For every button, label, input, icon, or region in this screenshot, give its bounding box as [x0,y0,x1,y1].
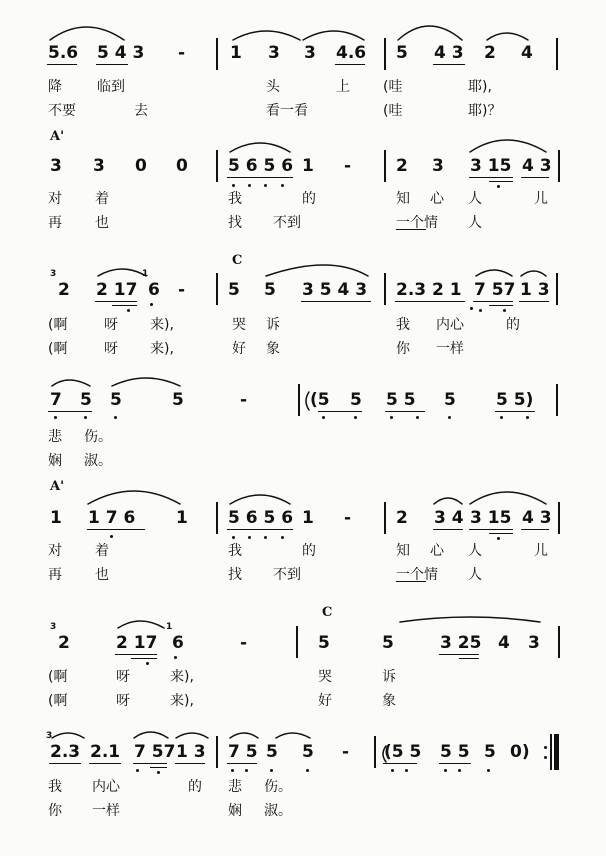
lyric: 心 [430,543,444,559]
lyric: 不到 [273,567,301,583]
dot [114,416,117,419]
dot [503,309,506,312]
note: 2 [484,43,496,63]
note: 1 [302,508,314,528]
underline [227,763,257,764]
note: 3 25 [440,633,482,653]
dot [306,769,309,772]
note: 2.1 [90,742,121,762]
slur [476,270,512,276]
note: 5 [266,742,278,762]
lyric: 看一看 [266,103,308,119]
slur [176,733,208,738]
note: 5 5 [440,742,470,762]
note: 3 15 [470,156,512,176]
note: 2 [58,280,70,300]
note: 1 7 6 [88,508,136,528]
note: 5 [318,633,330,653]
note: 5 [350,390,362,410]
underline [49,763,81,764]
underline [459,658,479,659]
underline [89,763,121,764]
barline [550,734,552,770]
lyric: (哇 [383,79,403,95]
slur [230,495,290,504]
barline [558,626,560,658]
underline [396,229,426,230]
lyric: (啊 [48,341,68,357]
dash: - [178,280,186,300]
lyric: 象 [266,341,280,357]
underline [396,581,426,582]
lyric: 再 [48,567,62,583]
slur [52,733,84,738]
note: 2 [396,508,408,528]
lyric: 儿 [534,543,548,559]
dash: - [240,390,248,410]
note: 0 [176,156,188,176]
lyric: 内心 [92,779,120,795]
lyric: 我 [228,191,242,207]
lyric: 我 [228,543,242,559]
dot [146,662,149,665]
dot [84,416,87,419]
note: 5 4 3 [97,43,145,63]
underline [112,305,137,306]
note: 2.3 2 1 [396,280,462,300]
note: (5 5 [384,742,422,762]
lyric: 的 [506,317,520,333]
underline [301,301,371,302]
underline [433,64,465,65]
lyric: 不到 [273,215,301,231]
dot [544,756,547,759]
barline [384,273,386,305]
grace-note: 3 [46,731,53,741]
note: (5 [310,390,330,410]
lyric: 我 [396,317,410,333]
dot [470,307,473,310]
barline [558,502,560,534]
note: 0) [510,742,530,762]
lyric: 悲 [48,429,62,445]
lyric: 来), [170,669,194,685]
dot [416,416,419,419]
note: 4 [498,633,510,653]
note: 6 [172,633,184,653]
lyric: 的 [302,543,316,559]
lyric: 淑。 [264,803,292,819]
note: 7 57 [474,280,516,300]
lyric: 好 [232,341,246,357]
note: 2 17 [116,633,158,653]
lyric: 我 [48,779,62,795]
underline [489,181,513,182]
barline [558,150,560,182]
dot [110,535,113,538]
note: 1 [302,156,314,176]
dot [479,309,482,312]
lyric: 上 [336,79,350,95]
dot [544,746,547,749]
note: 2 17 [96,280,138,300]
slur [233,31,300,40]
dot [248,184,251,187]
note: 5 5) [496,390,534,410]
note: 3 15 [470,508,512,528]
lyric: 呀 [116,669,130,685]
lyric: 着 [95,191,109,207]
barline [216,502,218,534]
grace-note: 3 [50,269,57,279]
underline [489,533,513,534]
lyric: 耶)？ [468,103,502,119]
dot [444,769,447,772]
underline [115,654,157,655]
lyric: 降 [48,79,62,95]
dot [391,769,394,772]
note: 6 [148,280,160,300]
lyric: 象 [382,693,396,709]
lyric: 的 [302,191,316,207]
slur [303,31,364,40]
underline [385,411,425,412]
slur [266,265,368,276]
dot [157,771,160,774]
lyric: 儿 [534,191,548,207]
lyric: 找 [228,215,242,231]
lyric: 你 [396,341,410,357]
lyric: 一个情 [396,567,438,583]
note: 1 [230,43,242,63]
dash: - [342,742,350,762]
dash: - [178,43,186,63]
lyric: 着 [95,543,109,559]
note: 3 [268,43,280,63]
lyric: (啊 [48,317,68,333]
slur [118,621,164,628]
lyric: 哭 [232,317,246,333]
note: 4 3 [434,43,464,63]
barline [556,273,558,305]
slur [112,378,180,386]
underline [318,411,362,412]
note: 5 [228,280,240,300]
barline [374,736,376,768]
note: 3 5 4 3 [302,280,368,300]
grace-note: 1 [166,622,173,632]
barline [216,38,218,70]
dot [497,537,500,540]
lyric: 来), [170,693,194,709]
note: 3 [50,156,62,176]
note: 3 [93,156,105,176]
dot [232,184,235,187]
slur [52,380,90,386]
lyric: 内心 [436,317,464,333]
slur [50,27,124,40]
note: 3 [528,633,540,653]
lyric: (啊 [48,669,68,685]
lyric: 再 [48,215,62,231]
lyric: 人 [468,215,482,231]
section-mark: C [322,605,333,620]
note: 5 [444,390,456,410]
underline [495,411,535,412]
slur [487,33,528,40]
slur [398,26,462,40]
lyric: 找 [228,567,242,583]
lyric: 你 [48,803,62,819]
dot [270,769,273,772]
dot [127,309,130,312]
barline [556,38,558,70]
note: 4 3 [522,156,552,176]
note: 7 57 [134,742,176,762]
lyric: 人 [468,543,482,559]
dash: - [240,633,248,653]
lyric: 人 [468,567,482,583]
lyric: 也 [95,567,109,583]
final-barline [554,734,559,770]
dot [405,769,408,772]
lyric: 诉 [266,317,280,333]
underline [227,177,293,178]
underline [335,64,365,65]
lyric: 娴 [48,453,62,469]
barline [384,150,386,182]
underline [439,763,471,764]
dot [54,416,57,419]
underline [95,301,137,302]
note: 5 [110,390,122,410]
slur [98,269,146,276]
lyric: (哇 [383,103,403,119]
lyric: 伤。 [264,779,292,795]
barline [556,384,558,416]
dot [526,416,529,419]
note: 7 [50,390,62,410]
lyric: 呀 [104,341,118,357]
slur [134,732,168,738]
lyric: 呀 [104,317,118,333]
slur [470,492,546,504]
dot [390,416,393,419]
underline [133,763,167,764]
lyric: 淑。 [84,453,112,469]
slur [434,498,462,504]
slur [276,733,310,738]
slur [230,733,258,738]
dot [354,416,357,419]
note: 4.6 [336,43,367,63]
grace-note: 1 [142,269,149,279]
note: 7 5 [228,742,258,762]
lyric: 哭 [318,669,332,685]
lyric: 不要 [48,103,76,119]
lyric: 耶), [468,79,492,95]
note: 5 [484,742,496,762]
underline [439,654,479,655]
underline [433,529,463,530]
dot [322,416,325,419]
lyric: 头 [266,79,280,95]
dot [174,656,177,659]
lyric: 心 [430,191,444,207]
lyric: 悲 [228,779,242,795]
dot [231,769,234,772]
dot [150,303,153,306]
dot [458,769,461,772]
dot [281,184,284,187]
dash: - [344,508,352,528]
underline [227,529,293,530]
underline [47,64,77,65]
slur [88,491,180,504]
dot [136,769,139,772]
dot [245,769,248,772]
lyric: 的 [188,779,202,795]
slur [470,140,546,152]
lyric: 娴 [228,803,242,819]
dot [281,536,284,539]
lyric: 去 [134,103,148,119]
section-mark: C [232,253,243,268]
underline [150,767,167,768]
grace-note: 3 [50,622,57,632]
lyric: 一样 [436,341,464,357]
lyric: 知 [396,191,410,207]
underline [521,177,549,178]
barline [296,626,298,658]
note: 5 [264,280,276,300]
slur [521,271,546,276]
note: 0 [135,156,147,176]
note: 5 [396,43,408,63]
note: 3 [304,43,316,63]
dash: - [344,156,352,176]
dot [264,184,267,187]
lyric: 诉 [382,669,396,685]
lyric: 来), [150,341,174,357]
note: 3 [432,156,444,176]
dot [264,536,267,539]
note: 2.3 [50,742,81,762]
note: 1 [50,508,62,528]
underline [489,305,513,306]
slur [306,392,309,410]
dot [232,536,235,539]
note: 5 [80,390,92,410]
dot [487,769,490,772]
lyric: 一样 [92,803,120,819]
underline [175,763,205,764]
lyric: 伤。 [84,429,112,445]
note: 1 3 [176,742,206,762]
note: 4 3 [522,508,552,528]
barline [216,736,218,768]
underline [87,529,145,530]
underline [473,301,513,302]
lyric: 一个情 [396,215,438,231]
underline [521,529,549,530]
underline [131,658,157,659]
note: 2 [396,156,408,176]
note: 5.6 [48,43,79,63]
lyric: 来), [150,317,174,333]
dot [500,416,503,419]
slur [230,143,290,152]
note: 1 [176,508,188,528]
note: 3 4 [434,508,464,528]
barline [216,273,218,305]
barline [384,38,386,70]
lyric: 对 [48,191,62,207]
barline [384,502,386,534]
note: 1 3 [520,280,550,300]
lyric: 对 [48,543,62,559]
underline [96,64,128,65]
lyric: 也 [95,215,109,231]
note: 5 [172,390,184,410]
note: 5 6 5 6 [228,508,294,528]
underline [469,529,513,530]
underline [48,411,92,412]
lyric: 知 [396,543,410,559]
underline [519,301,549,302]
section-mark: A' [50,129,65,144]
slur [400,617,540,622]
lyric: 人 [468,191,482,207]
note: 5 [382,633,394,653]
barline [216,150,218,182]
dot [497,185,500,188]
underline [469,177,513,178]
note: 4 [521,43,533,63]
underline [383,763,417,764]
section-mark: A' [50,479,65,494]
lyric: 临到 [97,79,125,95]
barline [298,384,300,416]
lyric: (啊 [48,693,68,709]
dot [448,416,451,419]
underline [395,301,465,302]
note: 5 6 5 6 [228,156,294,176]
note: 2 [58,633,70,653]
lyric: 呀 [116,693,130,709]
dot [248,536,251,539]
note: 5 [302,742,314,762]
note: 5 5 [386,390,416,410]
lyric: 好 [318,693,332,709]
